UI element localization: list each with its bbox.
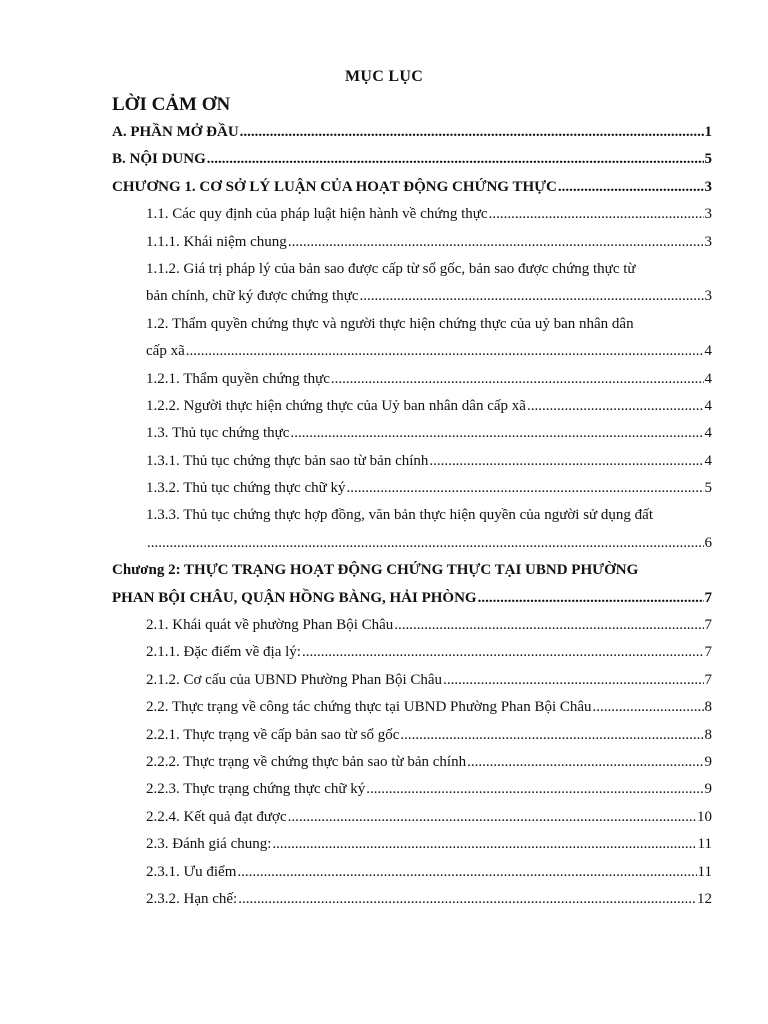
dot-leader: [467, 749, 703, 776]
toc-page-number: 3: [704, 233, 712, 250]
toc-entry[interactable]: [146, 722, 712, 749]
toc-entry[interactable]: [146, 639, 712, 666]
toc-entry-text: Chương 2: THỰC TRẠNG HOẠT ĐỘNG CHỨNG THỰC TẠI UBND PHƯỜNG: [112, 562, 639, 579]
toc-entry[interactable]: [146, 859, 712, 886]
toc-entry[interactable]: [146, 393, 712, 420]
dot-leader: [288, 804, 696, 831]
toc-entry-text: 1.3.3. Thủ tục chứng thực hợp đồng, văn bản thực hiện quyền của người sử dụng đất: [146, 507, 653, 524]
toc-entry-text: 1.3. Thủ tục chứng thực: [146, 425, 290, 442]
toc-entry[interactable]: [146, 338, 712, 365]
toc-entry-text: PHAN BỘI CHÂU, QUẬN HỒNG BÀNG, HẢI PHÒNG: [112, 589, 477, 606]
dot-leader: [558, 174, 704, 201]
toc-entry[interactable]: [146, 366, 712, 393]
toc-entry-text: 2.1.2. Cơ cấu của UBND Phường Phan Bội Châu: [146, 671, 443, 688]
toc-entry[interactable]: [146, 229, 712, 256]
toc-entry-text: 2.1.1. Đặc điểm về địa lý:: [146, 644, 301, 661]
toc-entry-text: 2.3. Đánh giá chung:: [146, 836, 272, 853]
toc-page-number: 3: [704, 206, 712, 223]
dot-leader: [400, 722, 703, 749]
toc-page-number: 5: [704, 151, 712, 168]
toc-page-number: 9: [704, 753, 712, 770]
dot-leader: [290, 420, 703, 447]
dot-leader: [359, 283, 703, 310]
toc-entry-line: [146, 502, 712, 529]
toc-entry-text: 2.3.1. Ưu điểm: [146, 863, 237, 880]
page-title: MỤC LỤC: [344, 68, 424, 85]
toc-entry[interactable]: [112, 174, 712, 201]
toc-page-number: 11: [697, 863, 712, 880]
acknowledgement-heading: LỜI CẢM ƠN: [112, 94, 231, 115]
toc-page-number: 4: [704, 452, 712, 469]
toc-entry[interactable]: [146, 749, 712, 776]
toc-entry-text: 2.3.2. Hạn chế:: [146, 890, 238, 907]
toc-entry-text: 1.1. Các quy định của pháp luật hiện hành về chứng thực: [146, 206, 488, 223]
dot-leader: [238, 886, 696, 913]
toc-entry[interactable]: [146, 530, 712, 557]
toc-entry-text: CHƯƠNG 1. CƠ SỞ LÝ LUẬN CỦA HOẠT ĐỘNG CHỨNG THỰC: [112, 178, 557, 195]
toc-entry-line: [146, 311, 712, 338]
toc-page-number: 1: [704, 124, 712, 140]
toc-page-number: 11: [697, 836, 712, 853]
toc-entry[interactable]: [112, 146, 712, 173]
toc-entry[interactable]: [146, 776, 712, 803]
toc-page-number: 3: [704, 178, 712, 195]
toc-entry[interactable]: [146, 448, 712, 475]
table-of-contents: [0, 119, 768, 913]
toc-entry-text: 1.2.2. Người thực hiện chứng thực của Uỷ ban nhân dân cấp xã: [146, 397, 526, 414]
dot-leader: [331, 366, 704, 393]
toc-entry[interactable]: [112, 585, 712, 612]
toc-page-number: 4: [704, 425, 712, 442]
toc-page-number: 6: [704, 534, 712, 551]
dot-leader: [593, 694, 704, 721]
dot-leader: [272, 831, 696, 858]
dot-leader: [240, 119, 704, 146]
dot-leader: [237, 859, 696, 886]
toc-page-number: 12: [697, 890, 712, 907]
dot-leader: [147, 530, 704, 557]
dot-leader: [478, 585, 704, 612]
toc-entry-text: cấp xã: [146, 343, 185, 360]
toc-entry-text: B. NỘI DUNG: [112, 151, 206, 168]
toc-entry[interactable]: [146, 420, 712, 447]
dot-leader: [302, 639, 704, 666]
dot-leader: [207, 146, 704, 173]
toc-page-number: 7: [704, 617, 712, 634]
toc-page-number: 4: [704, 397, 712, 414]
dot-leader: [288, 229, 704, 256]
toc-page-number: 4: [704, 343, 712, 360]
toc-entry-text: 1.3.1. Thủ tục chứng thực bản sao từ bản chính: [146, 452, 429, 469]
toc-entry-text: 2.1. Khái quát về phường Phan Bội Châu: [146, 617, 394, 634]
toc-entry-line: [112, 557, 712, 584]
toc-page-number: 10: [697, 808, 712, 825]
toc-entry-text: 1.2. Thẩm quyền chứng thực và người thực hiện chứng thực của uỷ ban nhân dân: [146, 315, 634, 332]
toc-page-number: 8: [704, 699, 712, 716]
toc-entry[interactable]: [146, 612, 712, 639]
toc-entry-text: bản chính, chữ ký được chứng thực: [146, 288, 359, 305]
toc-entry-text: 1.1.1. Khái niệm chung: [146, 233, 287, 250]
toc-entry[interactable]: [146, 201, 712, 228]
toc-entry[interactable]: [112, 119, 712, 146]
toc-entry-text: 2.2. Thực trạng về công tác chứng thực tại UBND Phường Phan Bội Châu: [146, 699, 592, 716]
toc-entry[interactable]: [146, 475, 712, 502]
toc-entry-text: 2.2.4. Kết quả đạt được: [146, 808, 287, 825]
toc-page-number: 7: [704, 644, 712, 661]
toc-entry-text: 1.2.1. Thẩm quyền chứng thực: [146, 370, 330, 387]
toc-page-number: 5: [704, 480, 712, 497]
toc-entry-line: [146, 256, 712, 283]
toc-entry[interactable]: [146, 831, 712, 858]
dot-leader: [394, 612, 703, 639]
toc-page-number: 3: [704, 288, 712, 305]
toc-entry[interactable]: [146, 283, 712, 310]
toc-page-number: 8: [704, 726, 712, 743]
dot-leader: [186, 338, 704, 365]
dot-leader: [443, 667, 703, 694]
toc-entry[interactable]: [146, 886, 712, 913]
dot-leader: [489, 201, 704, 228]
toc-entry-text: 1.3.2. Thủ tục chứng thực chữ ký: [146, 480, 346, 497]
dot-leader: [347, 475, 704, 502]
toc-page-number: 7: [704, 671, 712, 688]
dot-leader: [429, 448, 703, 475]
toc-entry-text: 2.2.1. Thực trạng về cấp bản sao từ sổ gốc: [146, 726, 400, 743]
toc-entry-text: 2.2.2. Thực trạng về chứng thực bản sao từ bản chính: [146, 753, 467, 770]
toc-page-number: 4: [704, 370, 712, 387]
dot-leader: [366, 776, 703, 803]
toc-entry[interactable]: [146, 694, 712, 721]
toc-page-number: 7: [704, 589, 712, 606]
dot-leader: [527, 393, 704, 420]
toc-entry-text: 1.1.2. Giá trị pháp lý của bản sao được cấp từ sổ gốc, bản sao được chứng thực từ: [146, 260, 636, 277]
toc-entry-text: 2.2.3. Thực trạng chứng thực chữ ký: [146, 781, 366, 798]
toc-entry-text: A. PHẦN MỞ ĐẦU: [112, 124, 239, 140]
toc-entry[interactable]: [146, 667, 712, 694]
toc-page-number: 9: [704, 781, 712, 798]
toc-entry[interactable]: [146, 804, 712, 831]
